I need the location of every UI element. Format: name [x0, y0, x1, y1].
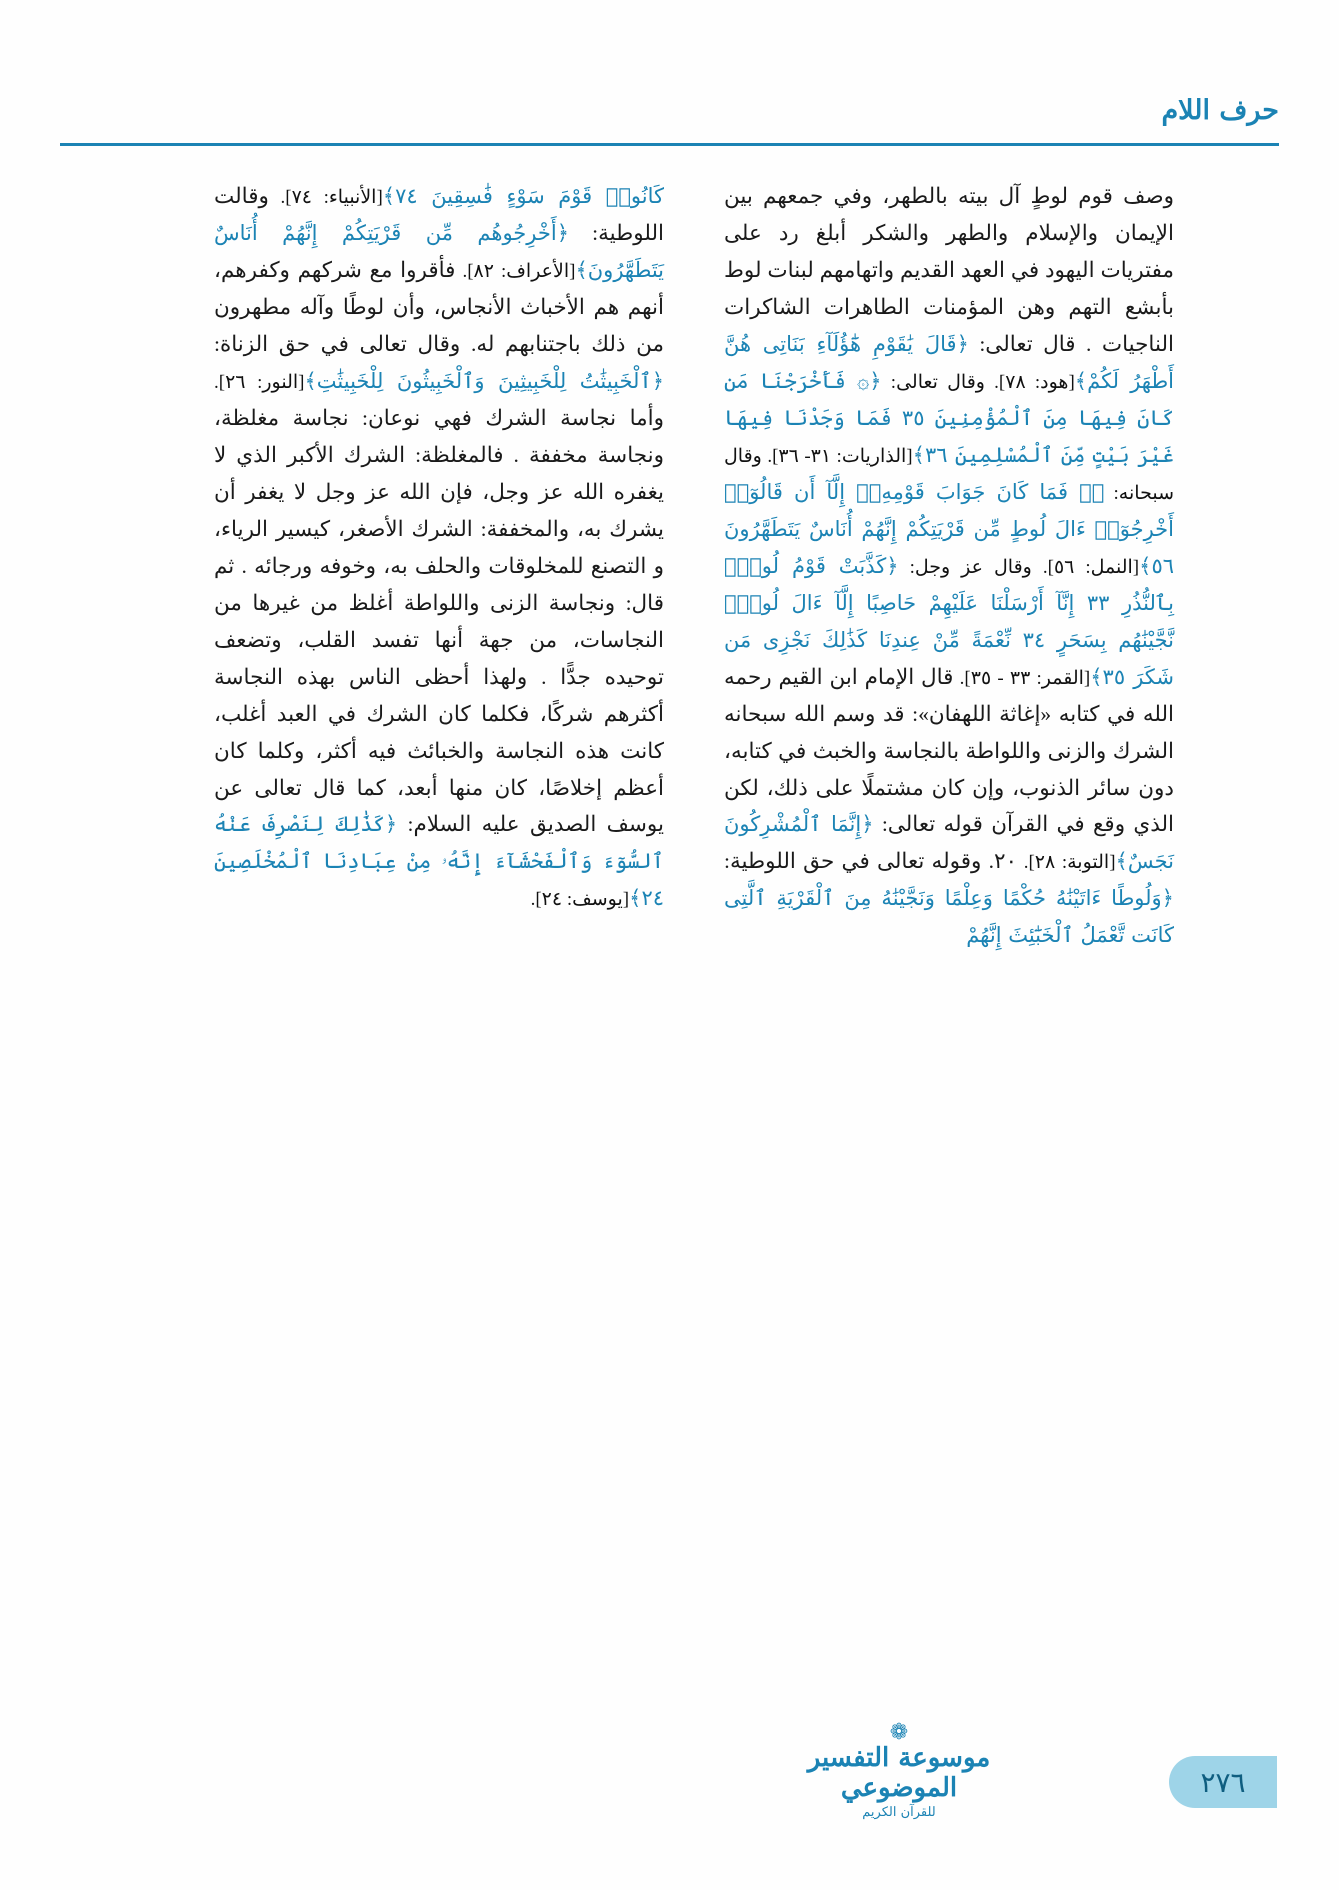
verse-reference: [يوسف: ٢٤]. — [530, 889, 630, 911]
page-number-badge: ٢٧٦ — [1169, 1756, 1277, 1808]
text-run: ٢٠. وقوله تعالى في حق اللوطية: — [724, 849, 1018, 874]
text-run: فأقروا مع شركهم وكفرهم، أنهم هم الأخباث الأنجاس، وأن لوطًا وآله مطهرون من ذلك باجتنابهم له. وقال تعالى في حق الزناة: — [214, 257, 664, 356]
verse-reference: [القمر: ٣٣ - ٣٥]. — [953, 667, 1091, 689]
page-header — [60, 95, 1279, 155]
verse-reference: [الذاريات: ٣١- ٣٦]. وقال سبحانه: — [724, 445, 1174, 504]
quran-verse: ﴿۞ فَمَا كَانَ جَوَابَ قَوْمِهِۦٓ إِلَّآ أَن قَالُوٓا۟ أَخْرِجُوٓا۟ ءَالَ لُوطٍ مِّن قَرْيَتِكُمْ إِنَّهُمْ أُنَاسٌ يَتَطَهَّرُونَ ٥٦﴾ — [724, 479, 1175, 578]
text-run: وصف قوم لوطٍ آل بيته بالطهر، وفي جمعهم بين الإيمان والإسلام والطهر والشكر أبلغ رد على مفتريات اليهود في العهد القديم واتهامهم لبنات لوط بأبشع التهم وهن المؤمنات الطاهرات الشاكرات الناجيات . قال تعالى: — [724, 184, 1174, 356]
quran-verse: ﴿كَذَٰلِكَ لِنَصْرِفَ عَنْهُ ٱلسُّوٓءَ وَٱلْفَحْشَآءَ إِنَّهُۥ مِنْ عِبَادِنَا ٱلْمُخْلَصِينَ ٢٤﴾ — [214, 812, 664, 911]
text-run: وأما نجاسة الشرك فهي نوعان: نجاسة مغلظة، ونجاسة مخففة . فالمغلظة: الشرك الأكبر الذي لا يغفره الله عز وجل، فإن الله عز وجل لا يغفر أن يشرك به، والمخففة: الشرك الأصغر، كيسير الرياء، و التصنع للمخلوقات والحلف به، وخوفه ورجائه . ثم قال: ونجاسة الزنى واللواطة أغلظ من غيرها من النجاسات، من جهة أنها تفسد القلب، وتضعف توحيده جدًّا . ولهذا أحظى الناس بهذه النجاسة أكثرهم شركًا، فكلما كان الشرك في العبد أغلب، كانت هذه النجاسة والخبائث فيه أكثر، وكلما كان أعظم إخلاصًا، كان منها أبعد، كما قال تعالى عن يوسف الصديق عليه السلام: — [214, 405, 664, 837]
quran-verse: ﴿ٱلْخَبِيثَٰتُ لِلْخَبِيثِينَ وَٱلْخَبِيثُونَ لِلْخَبِيثَٰتِ﴾ — [304, 368, 665, 393]
header-divider — [60, 143, 1279, 146]
quran-verse: ﴿۞ فَأَخْرَجْنَا مَن كَانَ فِيهَا مِنَ ٱلْمُؤْمِنِينَ ٣٥ فَمَا وَجَدْنَا فِيهَا غَيْرَ بَيْتٍ مِّنَ ٱلْمُسْلِمِينَ ٣٦﴾ — [724, 368, 1174, 467]
quran-verse: ﴿وَلُوطًا ءَاتَيْنَٰهُ حُكْمًا وَعِلْمًا وَنَجَّيْنَٰهُ مِنَ ٱلْقَرْيَةِ ٱلَّتِى كَانَت تَّعْمَلُ ٱلْخَبَٰٓئِثَ إِنَّهُمْ — [724, 886, 1174, 948]
column-left-body — [214, 178, 664, 917]
verse-reference: [النمل: ٥٦]. وقال عز وجل: — [898, 556, 1140, 578]
verse-reference: [الأنبياء: ٧٤]. — [268, 187, 383, 208]
logo-subtitle: للقرآن الكريم — [862, 1805, 936, 1820]
verse-reference: [النور: ٢٦]. — [214, 371, 305, 393]
text-run: وقالت اللوطية: — [214, 184, 665, 245]
quran-verse: ﴿إِنَّمَا ٱلْمُشْرِكُونَ نَجَسٌ﴾ — [724, 812, 1175, 874]
verse-reference: [التوبة: ٢٨]. — [1017, 852, 1116, 874]
logo-title: موسوعة التفسير الموضوعي — [807, 1743, 991, 1803]
page-footer — [0, 1720, 1339, 1830]
quran-verse: ﴿كَذَّبَتْ قَوْمُ لُوطٍۭ بِٱلنُّذُرِ ٣٣ إِنَّآ أَرْسَلْنَا عَلَيْهِمْ حَاصِبًا إِلَّآ ءَالَ لُوطٍۢ نَّجَّيْنَٰهُم بِسَحَرٍ ٣٤ نِّعْمَةً مِّنْ عِندِنَا كَذَٰلِكَ نَجْزِى مَن شَكَرَ ٣٥﴾ — [724, 553, 1175, 689]
publisher-logo — [759, 1721, 1039, 1820]
quran-verse: ﴿قَالَ يَٰقَوْمِ هَٰٓؤُلَآءِ بَنَاتِى هُنَّ أَطْهَرُ لَكُمْ﴾ — [724, 331, 1175, 393]
ornament-icon: ❁ — [889, 1719, 909, 1744]
quran-verse: كَانُوا۟ قَوْمَ سَوْءٍ فَٰسِقِينَ ٧٤﴾ — [382, 184, 665, 208]
verse-reference: [هود: ٧٨]. وقال تعالى: — [881, 371, 1075, 393]
text-run: قال الإمام ابن القيم رحمه الله في كتابه «إغاثة اللهفان»: قد وسم الله سبحانه الشرك والزنى واللواطة بالنجاسة والخبث في كتابه، دون سائر الذنوب، وإن كان مشتملًا على ذلك، لكن الذي وقع في القرآن قوله تعالى: — [724, 664, 1174, 837]
column-right-body — [724, 178, 1174, 954]
quran-verse: ﴿أَخْرِجُوهُم مِّن قَرْيَتِكُمْ إِنَّهُمْ أُنَاسٌ يَتَطَهَّرُونَ﴾ — [214, 220, 664, 282]
column-left — [214, 178, 664, 1690]
text-columns — [165, 178, 1174, 1690]
verse-reference: [الأعراف: ٨٢]. — [455, 260, 576, 282]
column-right — [724, 178, 1174, 1690]
header-title: حرف اللام — [1161, 95, 1279, 126]
